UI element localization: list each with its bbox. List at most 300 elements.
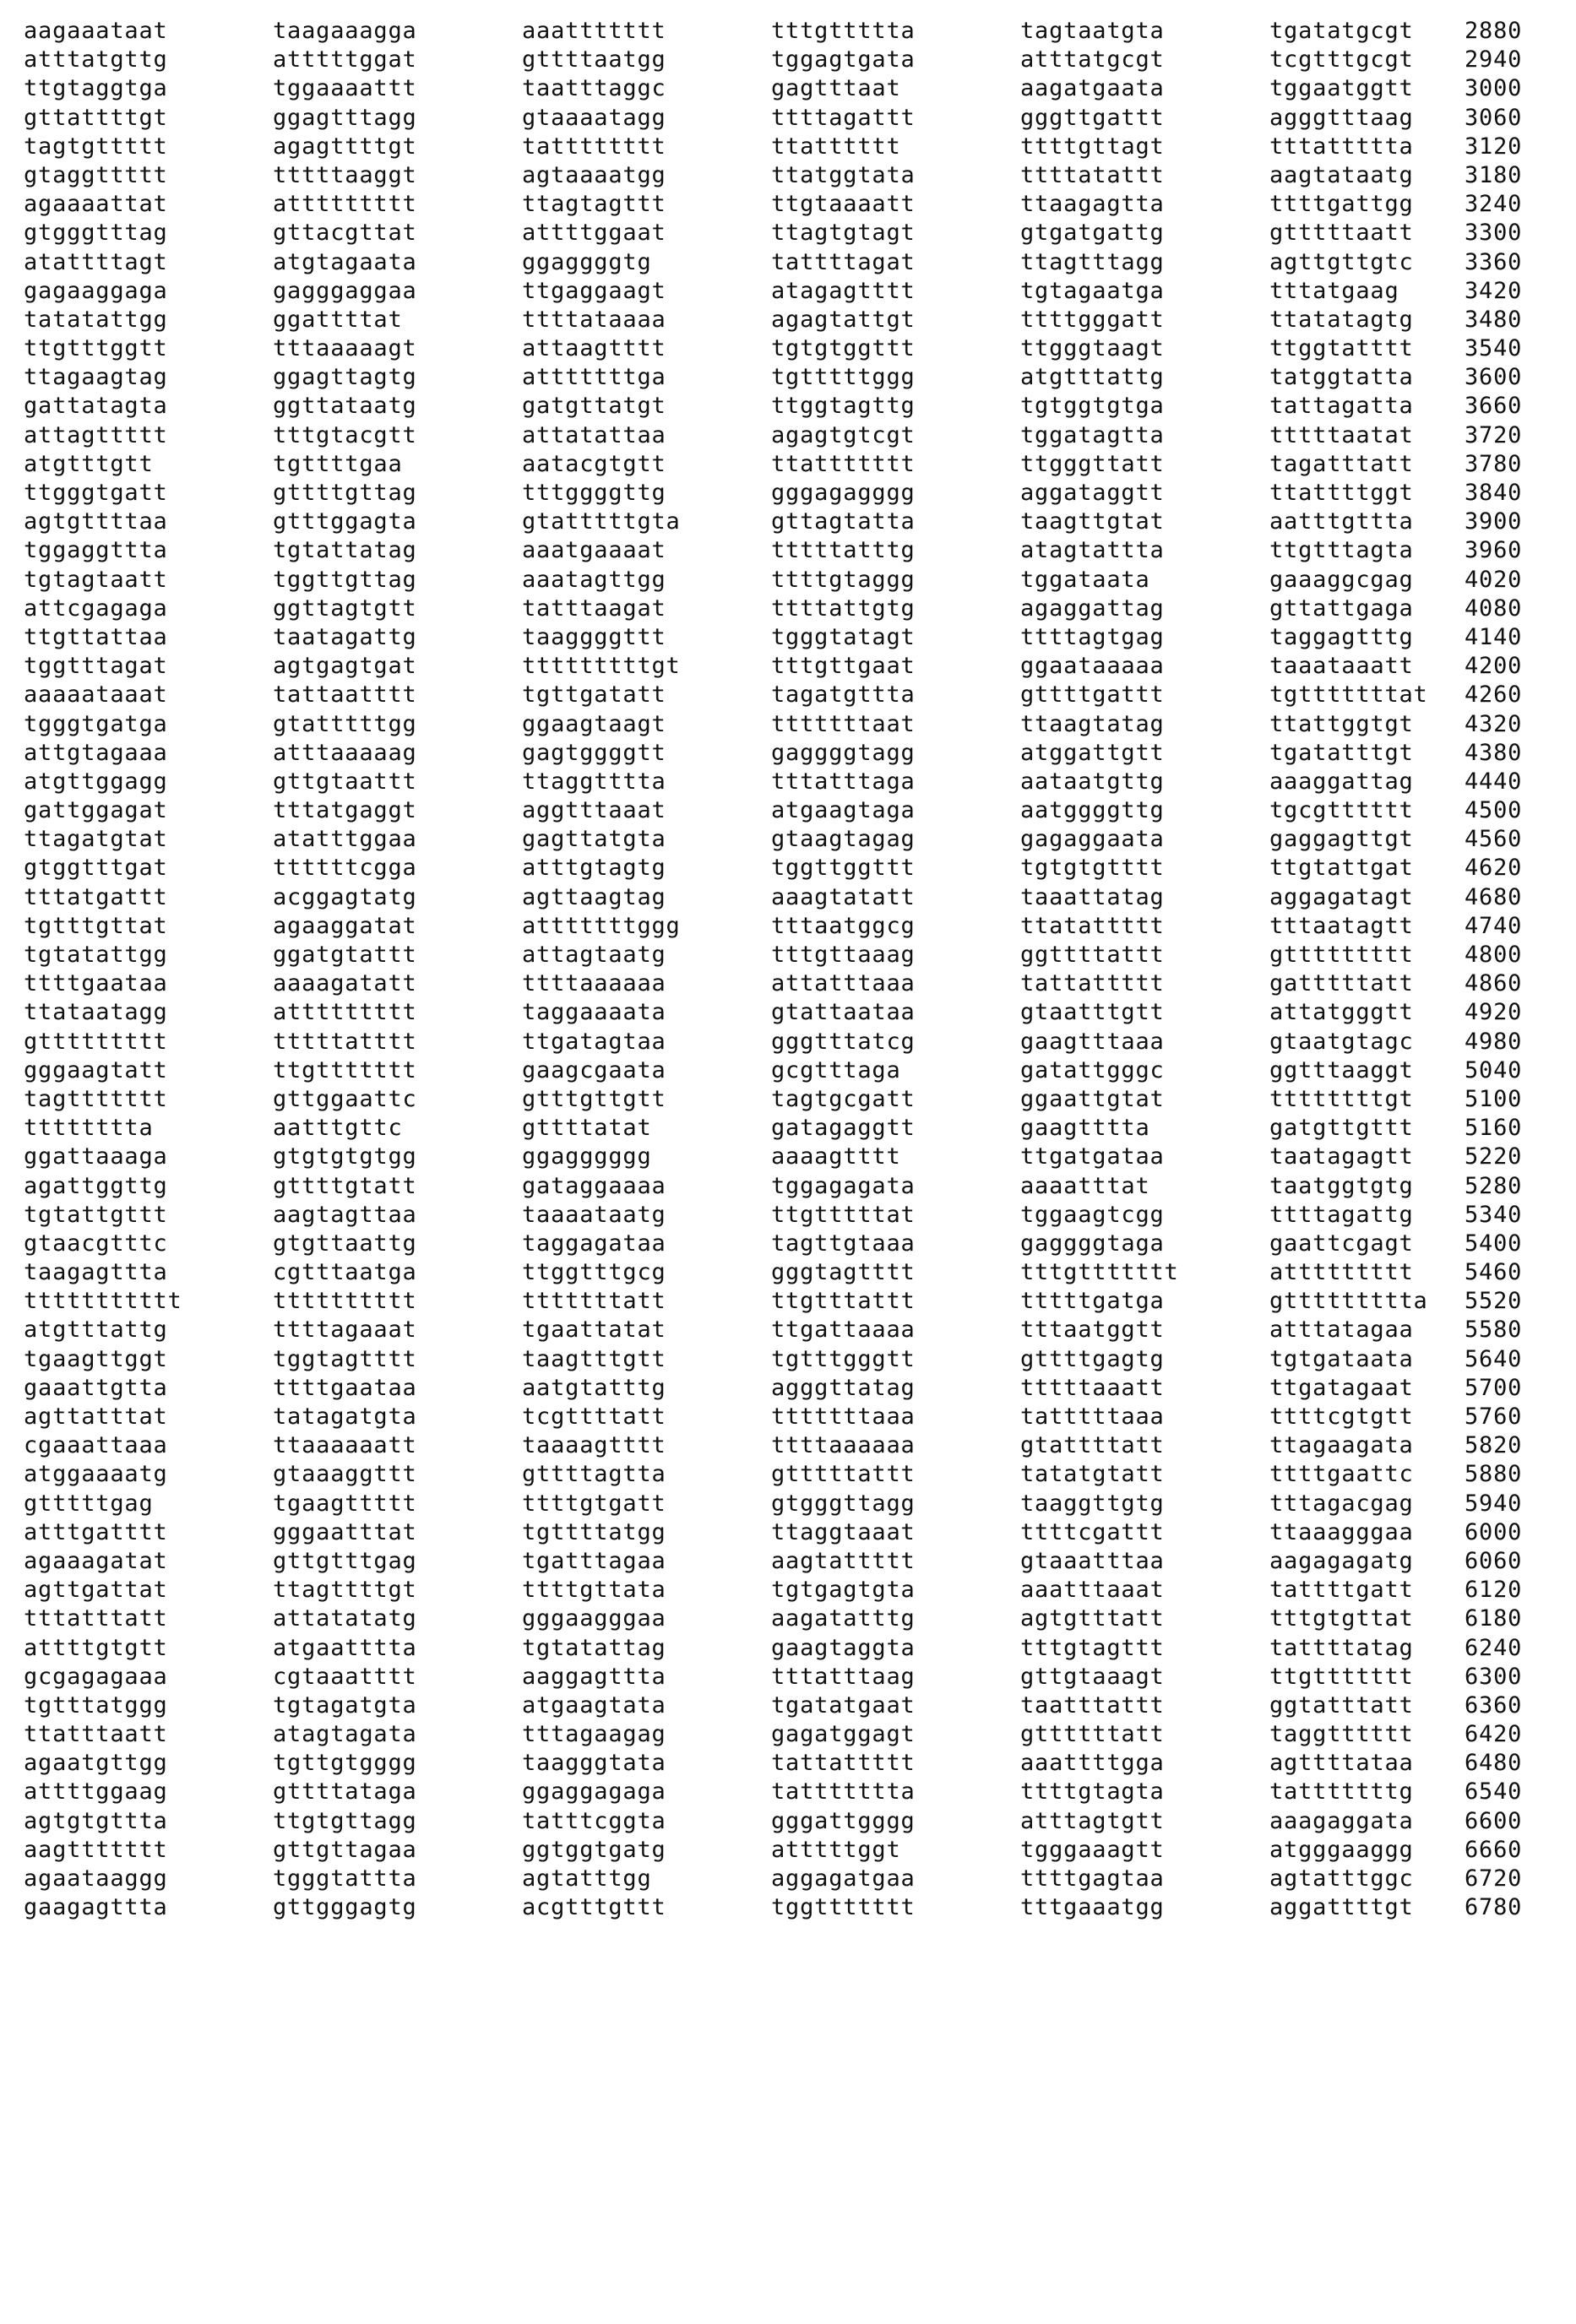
sequence-block: tatggtatta — [1269, 364, 1414, 391]
sequence-block: tgtagaatga — [1020, 277, 1165, 304]
sequence-block: ttgttattaa — [24, 623, 168, 650]
sequence-row — [24, 1691, 1544, 1720]
sequence-block: gaaattgtta — [24, 1374, 168, 1401]
sequence-block: aagatgaata — [1020, 75, 1165, 102]
sequence-block: ttttaaaaaa — [522, 970, 666, 997]
position-number: 5160 — [1465, 1115, 1523, 1142]
sequence-row — [24, 46, 1544, 74]
sequence-block: taggtttttt — [1269, 1721, 1414, 1748]
position-number: 4440 — [1465, 768, 1523, 795]
sequence-block: gtaatgtagc — [1269, 1028, 1414, 1055]
sequence-block: tgggtatagt — [771, 623, 916, 650]
position-number: 5640 — [1465, 1345, 1523, 1372]
position-number: 5820 — [1465, 1432, 1523, 1459]
sequence-block: gaagagttta — [24, 1894, 168, 1921]
sequence-block: taaattatag — [1020, 883, 1165, 910]
sequence-row — [24, 1230, 1544, 1258]
sequence-block: agagtattgt — [771, 306, 916, 333]
sequence-block: gaagtaggta — [771, 1634, 916, 1661]
sequence-block: tggataata — [1020, 566, 1150, 593]
position-number: 3120 — [1465, 133, 1523, 160]
sequence-block: gagtttaat — [771, 75, 901, 102]
sequence-block: agtatttggc — [1269, 1865, 1414, 1892]
sequence-block: atttatagaa — [1269, 1317, 1414, 1344]
sequence-block: gaagtttta — [1020, 1115, 1150, 1142]
sequence-block: taggagtttg — [1269, 623, 1414, 650]
sequence-block: tgaagttggt — [24, 1345, 168, 1372]
sequence-row — [24, 796, 1544, 825]
sequence-block: tttttttta — [24, 1115, 154, 1142]
sequence-block: tgggtgatga — [24, 710, 168, 737]
sequence-block: tattttatag — [1269, 1634, 1414, 1661]
sequence-block: ttagtttagg — [1020, 248, 1165, 275]
sequence-block: gtggtttgat — [24, 855, 168, 882]
sequence-block: tttatttaga — [771, 768, 916, 795]
sequence-block: aatacgtgtt — [522, 450, 666, 477]
sequence-block: ttagaagtag — [24, 364, 168, 391]
sequence-block: aggtttaaat — [522, 797, 666, 824]
sequence-block: ggtttaaggt — [1269, 1056, 1414, 1083]
sequence-block: agaataaggg — [24, 1865, 168, 1892]
sequence-block: gggtttatcg — [771, 1028, 916, 1055]
sequence-block: atattttagt — [24, 248, 168, 275]
position-number: 6600 — [1465, 1807, 1523, 1834]
sequence-block: tttttaaatt — [1020, 1374, 1165, 1401]
position-number: 3300 — [1465, 220, 1523, 247]
sequence-block: gatattgggc — [1020, 1056, 1165, 1083]
sequence-block: gtaaaatagg — [522, 104, 666, 131]
sequence-block: gattatagta — [24, 393, 168, 420]
position-number: 4380 — [1465, 739, 1523, 766]
sequence-block: agttttataa — [1269, 1750, 1414, 1777]
sequence-block: aagtagttaa — [273, 1201, 417, 1228]
sequence-block: agaatgttgg — [24, 1750, 168, 1777]
sequence-block: tttttatttg — [771, 537, 916, 564]
sequence-block: ttttagattg — [1269, 1201, 1414, 1228]
sequence-block: gttggaattc — [273, 1085, 417, 1112]
sequence-block: ttttcgtgtt — [1269, 1404, 1414, 1430]
sequence-block: gttattttgt — [24, 104, 168, 131]
sequence-block: aaatttaaat — [1020, 1577, 1165, 1604]
sequence-block: agtgtgttta — [24, 1807, 168, 1834]
sequence-block: ttttagaaat — [273, 1317, 417, 1344]
position-number: 5940 — [1465, 1490, 1523, 1517]
sequence-block: atgtttattg — [1020, 364, 1165, 391]
sequence-block: tggagtgata — [771, 46, 916, 73]
sequence-block: gattggagat — [24, 797, 168, 824]
sequence-block: taatggtgtg — [1269, 1172, 1414, 1199]
sequence-block: atgtagaata — [273, 248, 417, 275]
sequence-block: aaagaggata — [1269, 1807, 1414, 1834]
sequence-block: gcgagagaaa — [24, 1663, 168, 1690]
sequence-block: tgggtattta — [273, 1865, 417, 1892]
sequence-block: tagtgttttt — [24, 133, 168, 160]
sequence-block: ttatatagtg — [1269, 306, 1414, 333]
sequence-block: ggtggtgatg — [522, 1836, 666, 1863]
sequence-block: attttttttt — [1269, 1259, 1414, 1286]
sequence-block: attatgggtt — [1269, 999, 1414, 1026]
sequence-block: tgatatttgt — [1269, 739, 1414, 766]
sequence-row — [24, 479, 1544, 508]
sequence-block: gaattcgagt — [1269, 1230, 1414, 1257]
sequence-row — [24, 710, 1544, 739]
sequence-block: attatatatg — [273, 1605, 417, 1632]
position-number: 4260 — [1465, 681, 1523, 709]
sequence-block: ggaataaaaa — [1020, 653, 1165, 680]
sequence-block: ttttataaaa — [522, 306, 666, 333]
sequence-block: aatttgttc — [273, 1115, 403, 1142]
sequence-block: atatttggaa — [273, 826, 417, 853]
sequence-row — [24, 133, 1544, 161]
sequence-block: atgaagtaga — [771, 797, 916, 824]
position-number: 6000 — [1465, 1518, 1523, 1545]
sequence-row — [24, 450, 1544, 479]
sequence-row — [24, 1258, 1544, 1287]
sequence-block: aaattttttt — [522, 18, 666, 44]
sequence-block: tcgtttgcgt — [1269, 46, 1414, 73]
sequence-block: ttatattttt — [1020, 912, 1165, 939]
sequence-block: aggataggtt — [1020, 480, 1165, 506]
sequence-row — [24, 1605, 1544, 1633]
sequence-block: atttttttga — [522, 364, 666, 391]
sequence-block: tgttgatatt — [522, 681, 666, 709]
sequence-block: ttaggtttta — [522, 768, 666, 795]
sequence-block: gtaaatttaa — [1020, 1547, 1165, 1574]
sequence-block: ttagatgtat — [24, 826, 168, 853]
sequence-block: gttgttagaa — [273, 1836, 417, 1863]
position-number: 5340 — [1465, 1201, 1523, 1228]
sequence-row — [24, 652, 1544, 681]
sequence-block: agtatttgg — [522, 1865, 652, 1892]
sequence-block: gaggggtagg — [771, 739, 916, 766]
sequence-row — [24, 1663, 1544, 1691]
sequence-block: gtttggagta — [273, 508, 417, 535]
sequence-block: ttgtaaaatt — [771, 191, 916, 218]
sequence-block: tgtttttttat — [1269, 681, 1428, 709]
sequence-block: attatttaaa — [771, 970, 916, 997]
sequence-block: ttttgttata — [522, 1577, 666, 1604]
sequence-block: aaaggattag — [1269, 768, 1414, 795]
sequence-block: tgatatgaat — [771, 1691, 916, 1719]
sequence-block: tttaatggcg — [771, 912, 916, 939]
sequence-block: tgtatattgg — [24, 942, 168, 968]
sequence-block: aagatatttg — [771, 1605, 916, 1632]
sequence-block: taagtttgtt — [522, 1345, 666, 1372]
sequence-block: ttttgtagta — [1020, 1778, 1165, 1805]
sequence-block: gttttagtta — [522, 1461, 666, 1488]
sequence-block: tgtgtgtttt — [1020, 855, 1165, 882]
sequence-block: ttttgaataa — [24, 970, 168, 997]
sequence-block: gttagtatta — [771, 508, 916, 535]
sequence-block: agagttttgt — [273, 133, 417, 160]
sequence-block: aaagtatatt — [771, 883, 916, 910]
sequence-row — [24, 1807, 1544, 1836]
sequence-block: ggatgtattt — [273, 942, 417, 968]
sequence-block: tggatagtta — [1020, 421, 1165, 448]
position-number: 3240 — [1465, 191, 1523, 218]
position-number: 3900 — [1465, 508, 1523, 535]
sequence-block: tatttaagat — [522, 595, 666, 622]
sequence-block: gaggggtaga — [1020, 1230, 1165, 1257]
sequence-row — [24, 1287, 1544, 1316]
sequence-row — [24, 1201, 1544, 1230]
sequence-block: tttgtgttat — [1269, 1605, 1414, 1632]
sequence-block: ttgttttttt — [273, 1056, 417, 1083]
sequence-block: ttagaagata — [1269, 1432, 1414, 1459]
sequence-block: ttaagtatag — [1020, 710, 1165, 737]
sequence-block: aggattttgt — [1269, 1894, 1414, 1921]
sequence-row — [24, 739, 1544, 768]
sequence-block: atagtattta — [1020, 537, 1165, 564]
sequence-block: taggagataa — [522, 1230, 666, 1257]
sequence-row — [24, 248, 1544, 277]
sequence-block: gatttttatt — [1269, 970, 1414, 997]
position-number: 5580 — [1465, 1317, 1523, 1344]
sequence-block: tattttagat — [771, 248, 916, 275]
sequence-block: tttattttta — [1269, 133, 1414, 160]
sequence-block: gtttttattt — [771, 1461, 916, 1488]
sequence-block: gtgggttagg — [771, 1490, 916, 1517]
sequence-block: atttgatttt — [24, 1518, 168, 1545]
sequence-block: ttataatagg — [24, 999, 168, 1026]
sequence-block: aggagatgaa — [771, 1865, 916, 1892]
sequence-block: gataggaaaa — [522, 1172, 666, 1199]
sequence-block: ggaattgtat — [1020, 1085, 1165, 1112]
sequence-block: atgtttattg — [24, 1317, 168, 1344]
sequence-row — [24, 998, 1544, 1027]
sequence-block: attcgagaga — [24, 595, 168, 622]
sequence-block: aatgtatttg — [522, 1374, 666, 1401]
position-number: 6660 — [1465, 1836, 1523, 1863]
sequence-block: gtattaataa — [771, 999, 916, 1026]
sequence-block: tttatttaag — [771, 1663, 916, 1690]
sequence-block: ttttttttgt — [1269, 1085, 1414, 1112]
sequence-block: ggttataatg — [273, 393, 417, 420]
sequence-block: tgcgtttttt — [1269, 797, 1414, 824]
sequence-block: tggttggttt — [771, 855, 916, 882]
sequence-block: tgaattatat — [522, 1317, 666, 1344]
sequence-block: gcgtttaga — [771, 1056, 901, 1083]
sequence-block: atttagtgtt — [1020, 1807, 1165, 1834]
position-number: 4680 — [1465, 883, 1523, 910]
sequence-block: gagaggaata — [1020, 826, 1165, 853]
position-number: 5040 — [1465, 1056, 1523, 1083]
sequence-block: atggattgtt — [1020, 739, 1165, 766]
sequence-block: taaataaatt — [1269, 653, 1414, 680]
sequence-block: cgtttaatga — [273, 1259, 417, 1286]
position-number: 3060 — [1465, 104, 1523, 131]
position-number: 3420 — [1465, 277, 1523, 304]
sequence-row — [24, 219, 1544, 247]
sequence-block: attttggaag — [24, 1778, 168, 1805]
sequence-block: gtaatttgtt — [1020, 999, 1165, 1026]
sequence-block: gtttttaatt — [1269, 220, 1414, 247]
position-number: 3540 — [1465, 335, 1523, 362]
sequence-block: gttttttatt — [1020, 1721, 1165, 1748]
sequence-block: tttgtacgtt — [273, 421, 417, 448]
sequence-block: tttaatggtt — [1020, 1317, 1165, 1344]
sequence-block: tatttttttg — [1269, 1778, 1414, 1805]
sequence-row — [24, 623, 1544, 652]
sequence-block: gttttgagtg — [1020, 1345, 1165, 1372]
sequence-block: ttgggtaagt — [1020, 335, 1165, 362]
sequence-block: tatatattgg — [24, 306, 168, 333]
sequence-block: tgtttatggg — [24, 1691, 168, 1719]
sequence-block: gggaagggaa — [522, 1605, 666, 1632]
position-number: 4320 — [1465, 710, 1523, 737]
sequence-block: tggtttagat — [24, 653, 168, 680]
sequence-block: tgttttgaa — [273, 450, 403, 477]
sequence-block: gtattttatt — [1020, 1432, 1165, 1459]
sequence-block: tggttttttt — [771, 1894, 916, 1921]
sequence-block: ttgtgttagg — [273, 1807, 417, 1834]
sequence-row — [24, 1345, 1544, 1374]
sequence-block: tttaaaaagt — [273, 335, 417, 362]
sequence-block: agtgttttaa — [24, 508, 168, 535]
sequence-row — [24, 1028, 1544, 1056]
sequence-block: ttagttttgt — [273, 1577, 417, 1604]
sequence-block: tattttgatt — [1269, 1577, 1414, 1604]
sequence-block: tttggggttg — [522, 480, 666, 506]
sequence-block: tggaaaattt — [273, 75, 417, 102]
sequence-block: aaggagttta — [522, 1663, 666, 1690]
sequence-row — [24, 1374, 1544, 1403]
sequence-block: tttgttgaat — [771, 653, 916, 680]
sequence-block: tgtttgggtt — [771, 1345, 916, 1372]
sequence-row — [24, 161, 1544, 190]
position-number: 3960 — [1465, 537, 1523, 564]
sequence-block: atttttggt — [771, 1836, 901, 1863]
position-number: 4140 — [1465, 623, 1523, 650]
sequence-block: agggtttaag — [1269, 104, 1414, 131]
sequence-row — [24, 1490, 1544, 1518]
sequence-block: tatttttttt — [522, 133, 666, 160]
sequence-block: agtaaaatgg — [522, 161, 666, 188]
sequence-row — [24, 1518, 1544, 1547]
sequence-block: tatttcggta — [522, 1807, 666, 1834]
position-number: 3480 — [1465, 306, 1523, 333]
sequence-block: tttgtagttt — [1020, 1634, 1165, 1661]
sequence-block: attttttttt — [273, 999, 417, 1026]
sequence-block: tttttaatat — [1269, 421, 1414, 448]
position-number: 5220 — [1465, 1143, 1523, 1170]
position-number: 4980 — [1465, 1028, 1523, 1055]
sequence-block: gggttgattt — [1020, 104, 1165, 131]
sequence-block: aaaagtttt — [771, 1143, 901, 1170]
sequence-row — [24, 1431, 1544, 1460]
sequence-block: gggtagtttt — [771, 1259, 916, 1286]
sequence-block: atgggaaggg — [1269, 1836, 1414, 1863]
position-number: 6480 — [1465, 1750, 1523, 1777]
sequence-block: ttgatagtaa — [522, 1028, 666, 1055]
sequence-block: ttattggtgt — [1269, 710, 1414, 737]
sequence-block: ttgtaggtga — [24, 75, 168, 102]
position-number: 4620 — [1465, 855, 1523, 882]
sequence-block: atgaagtata — [522, 1691, 666, 1719]
sequence-block: tatatgtatt — [1020, 1461, 1165, 1488]
sequence-block: gagggaggaa — [273, 277, 417, 304]
sequence-block: ggttagtgtt — [273, 595, 417, 622]
position-number: 3000 — [1465, 75, 1523, 102]
sequence-block: taagttgtat — [1020, 508, 1165, 535]
sequence-block: tagttgtaaa — [771, 1230, 916, 1257]
sequence-row — [24, 912, 1544, 941]
sequence-block: cgtaaatttt — [273, 1663, 417, 1690]
sequence-block: atagagtttt — [771, 277, 916, 304]
sequence-block: gtttgttgtt — [522, 1085, 666, 1112]
sequence-block: taatagattg — [273, 623, 417, 650]
sequence-block: aaatgaaaat — [522, 537, 666, 564]
sequence-block: ttaaagggaa — [1269, 1518, 1414, 1545]
sequence-block: atttatgttg — [24, 46, 168, 73]
sequence-block: ttgtttagta — [1269, 537, 1414, 564]
sequence-row — [24, 1720, 1544, 1749]
sequence-block: attatattaa — [522, 421, 666, 448]
sequence-block: gtgttaattg — [273, 1230, 417, 1257]
sequence-block: gttgtaaagt — [1020, 1663, 1165, 1690]
position-number: 3180 — [1465, 161, 1523, 188]
sequence-block: ggattttat — [273, 306, 403, 333]
sequence-block: ttttatattt — [1020, 161, 1165, 188]
position-number: 4800 — [1465, 942, 1523, 968]
sequence-row — [24, 825, 1544, 854]
sequence-block: gagttatgta — [522, 826, 666, 853]
sequence-block: gttttataga — [273, 1778, 417, 1805]
sequence-row — [24, 1865, 1544, 1893]
position-number: 4020 — [1465, 566, 1523, 593]
position-number: 6360 — [1465, 1691, 1523, 1719]
sequence-row — [24, 1316, 1544, 1344]
sequence-block: aaatagttgg — [522, 566, 666, 593]
sequence-block: aatttgttta — [1269, 508, 1414, 535]
sequence-block: gttgtttgag — [273, 1547, 417, 1574]
sequence-block: tgtattatag — [273, 537, 417, 564]
sequence-block: tttatttatt — [24, 1605, 168, 1632]
sequence-block: tggagagata — [771, 1172, 916, 1199]
sequence-row — [24, 392, 1544, 421]
sequence-block: ttttttttttt — [24, 1288, 182, 1315]
sequence-block: tttgaaatgg — [1020, 1894, 1165, 1921]
position-number: 6720 — [1465, 1865, 1523, 1892]
sequence-block: ttagtgtagt — [771, 220, 916, 247]
sequence-block: taatagagtt — [1269, 1143, 1414, 1170]
sequence-row — [24, 1634, 1544, 1663]
sequence-block: agggttatag — [771, 1374, 916, 1401]
sequence-block: tggttgttag — [273, 566, 417, 593]
sequence-block: atttgtagtg — [522, 855, 666, 882]
sequence-block: agttgattat — [24, 1577, 168, 1604]
position-number: 2940 — [1465, 46, 1523, 73]
sequence-block: gttttttttta — [1269, 1288, 1428, 1315]
sequence-block: agattggttg — [24, 1172, 168, 1199]
sequence-block: tttatgaag — [1269, 277, 1399, 304]
sequence-block: ttgattaaaa — [771, 1317, 916, 1344]
sequence-row — [24, 1143, 1544, 1171]
sequence-row — [24, 1778, 1544, 1806]
sequence-row — [24, 1403, 1544, 1431]
position-number: 6240 — [1465, 1634, 1523, 1661]
sequence-row — [24, 1056, 1544, 1085]
sequence-block: ttatggtata — [771, 161, 916, 188]
sequence-block: gttgtaattt — [273, 768, 417, 795]
sequence-block: tgtatattag — [522, 1634, 666, 1661]
position-number: 5520 — [1465, 1288, 1523, 1315]
sequence-block: tattttttta — [771, 1778, 916, 1805]
sequence-block: agaaagatat — [24, 1547, 168, 1574]
sequence-row — [24, 363, 1544, 392]
sequence-block: agttgttgtc — [1269, 248, 1414, 275]
sequence-block: tgtagatgta — [273, 1691, 417, 1719]
